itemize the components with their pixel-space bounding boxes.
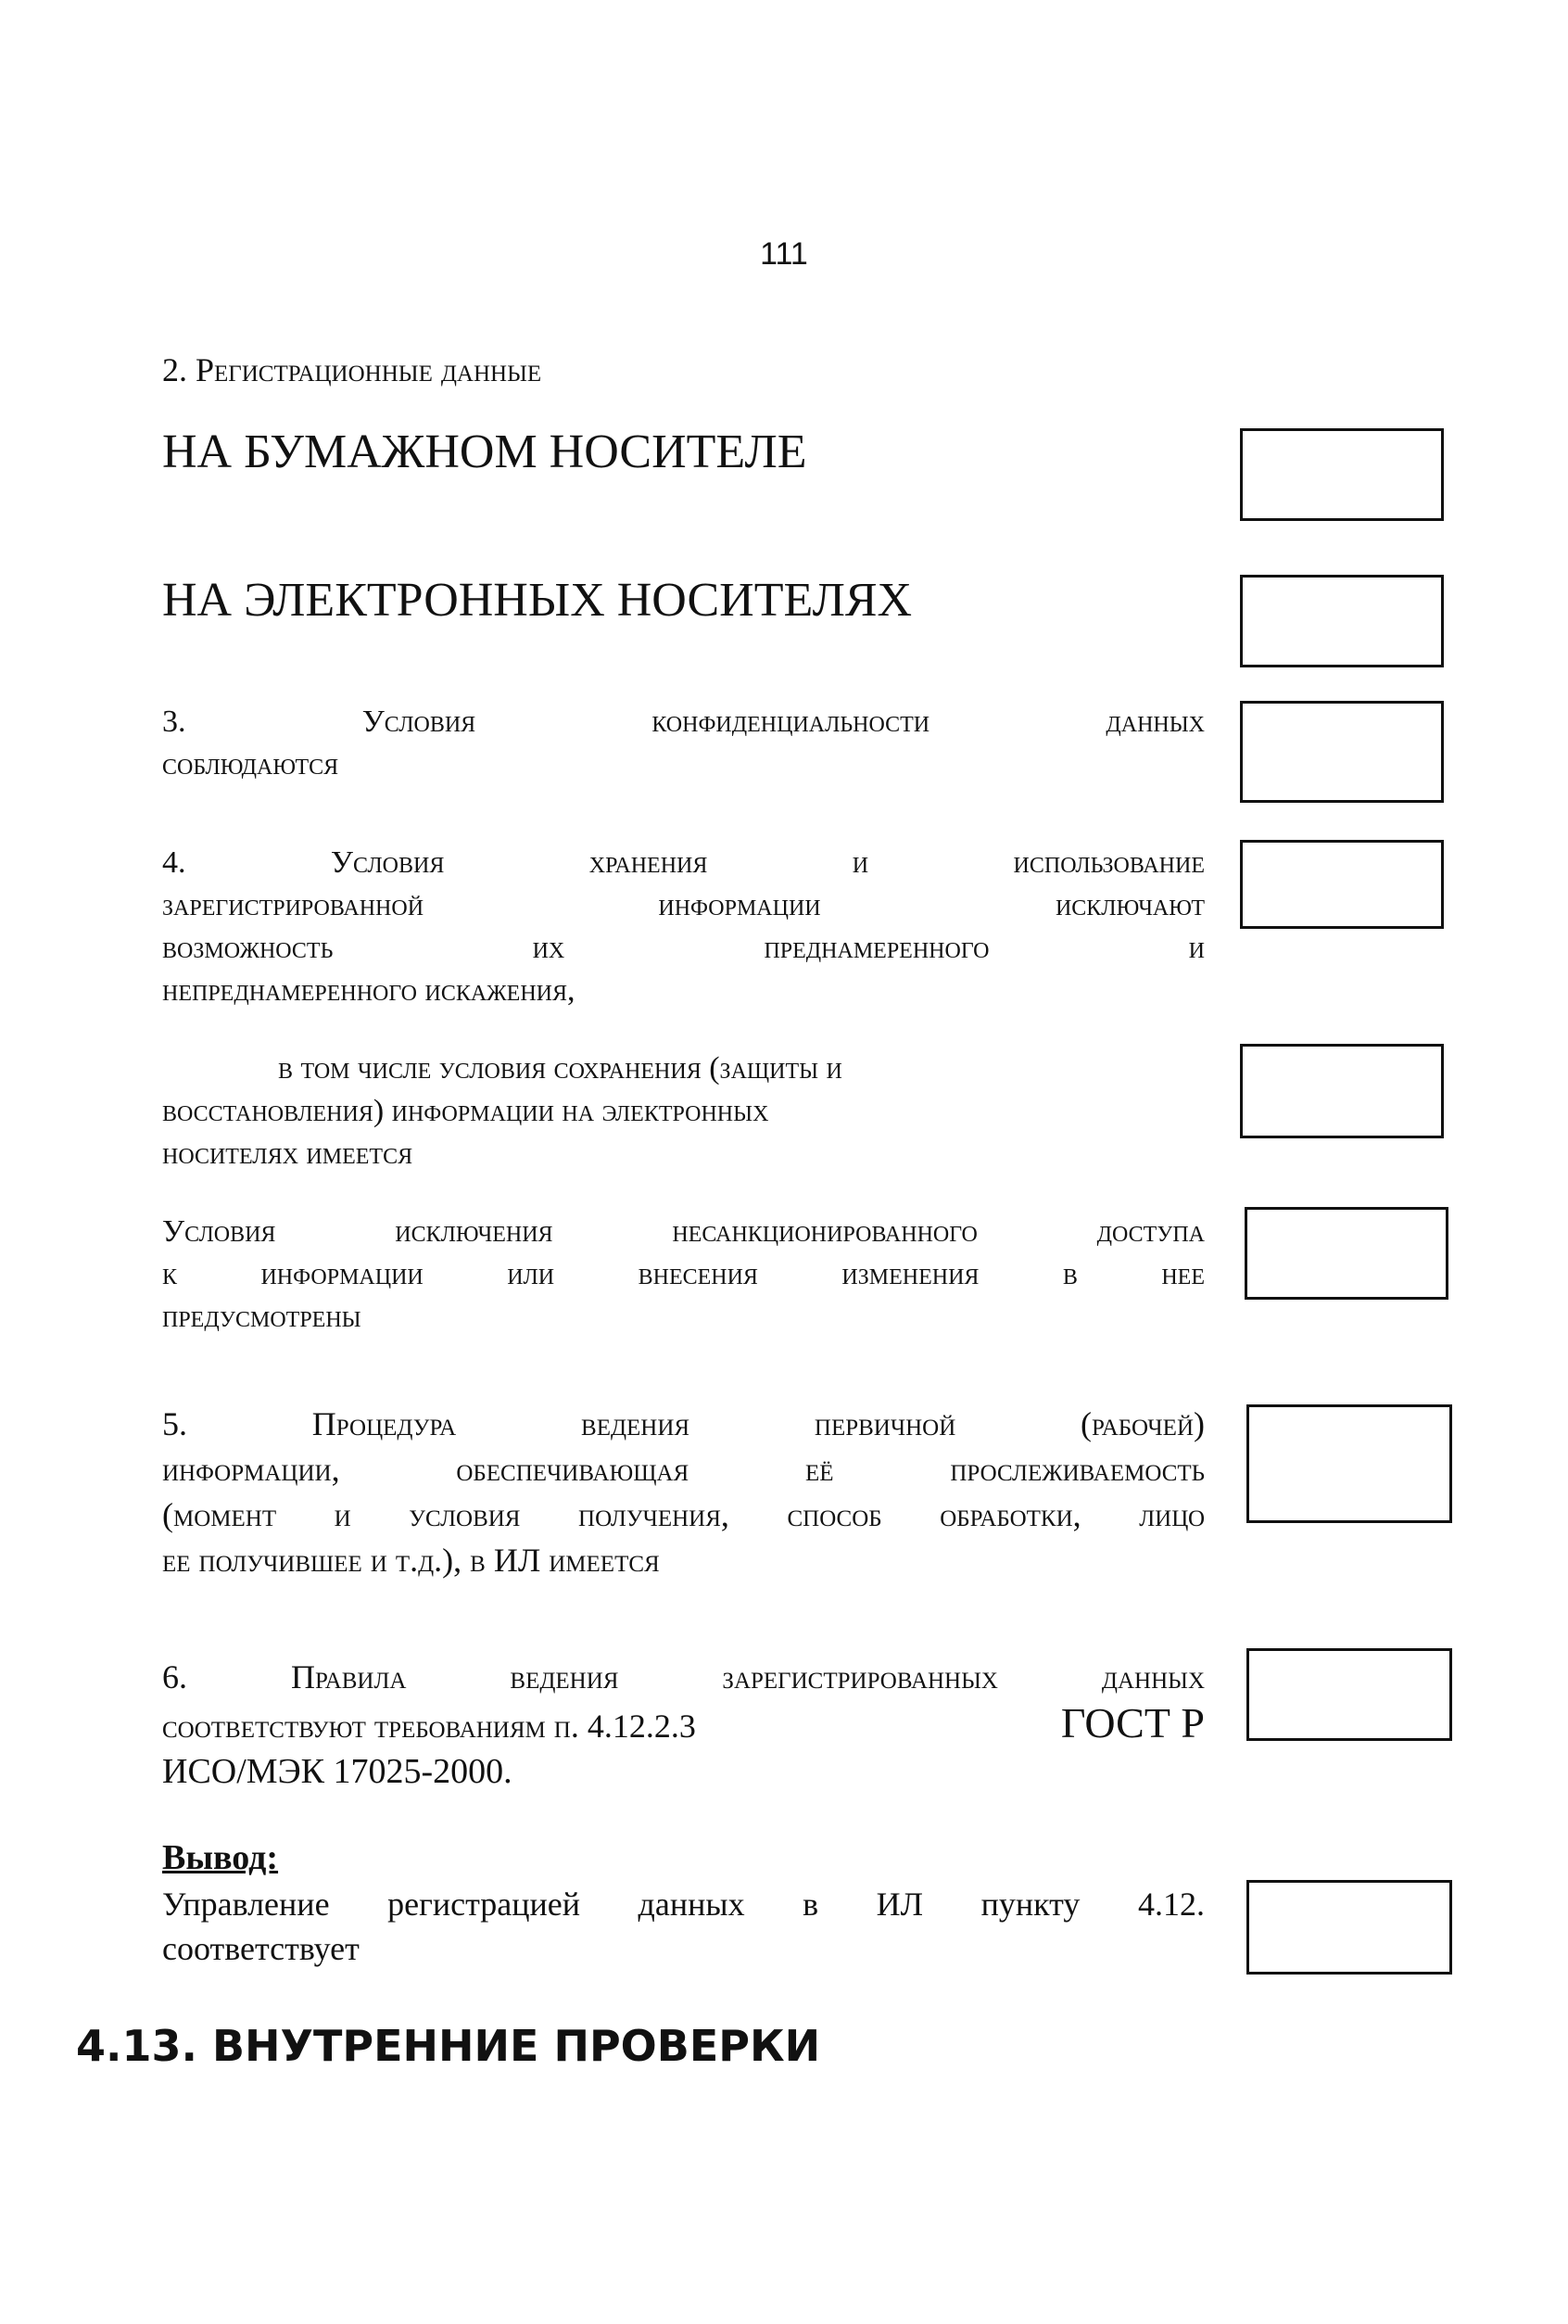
option-paper-label: НА БУМАЖНОМ НОСИТЕЛЕ <box>162 425 807 478</box>
item4a-text: в том числе условия сохранения (защиты и восстановления) информации на электронных носителях имеется <box>162 1051 842 1171</box>
electronic-checkbox[interactable] <box>1240 575 1444 667</box>
item5-checkbox[interactable] <box>1246 1404 1452 1523</box>
conclusion-text: Управление регистрацией данных в ИЛ пункту 4.12. соответствует <box>162 1886 1205 1967</box>
next-section-title: 4.13. ВНУТРЕННИЕ ПРОВЕРКИ <box>76 2021 821 2071</box>
section-heading: 2. Регистрационные данные <box>162 351 542 388</box>
item4-checkbox[interactable] <box>1240 840 1444 929</box>
item3-checkbox[interactable] <box>1240 701 1444 803</box>
item4b-text: Условия исключения несанкционированного доступа к информации или внесения изменения в нее предусмотрены <box>162 1214 1205 1334</box>
conclusion-checkbox[interactable] <box>1246 1880 1452 1975</box>
item3-text: 3. Условия конфиденциальности данных соблюдаются <box>162 705 1205 781</box>
item6-checkbox[interactable] <box>1246 1648 1452 1741</box>
item4-text: 4. Условия хранения и использование зарегистрированной информации исключают возможность их преднамеренного и непреднамеренного искажения, <box>162 845 1205 1008</box>
paper-checkbox[interactable] <box>1240 428 1444 521</box>
option-electronic-label: НА ЭЛЕКТРОННЫХ НОСИТЕЛЯХ <box>162 574 913 627</box>
item5-text: 5. Процедура ведения первичной (рабочей) информации, обеспечивающая её прослеживаемость (момент и условия получения, способ обработки, лицо ее получившее и т.д.), в ИЛ имеется <box>162 1405 1205 1579</box>
item4b-checkbox[interactable] <box>1245 1207 1448 1300</box>
page-number: 111 <box>760 236 808 272</box>
item6-text: 6. Правила ведения зарегистрированных данных соответствуют требованиям п. 4.12.2.3 ГОСТ Р ИСО/МЭК 17025-2000. <box>162 1658 1205 1791</box>
conclusion-label: Вывод: <box>162 1838 279 1877</box>
item4a-checkbox[interactable] <box>1240 1044 1444 1138</box>
